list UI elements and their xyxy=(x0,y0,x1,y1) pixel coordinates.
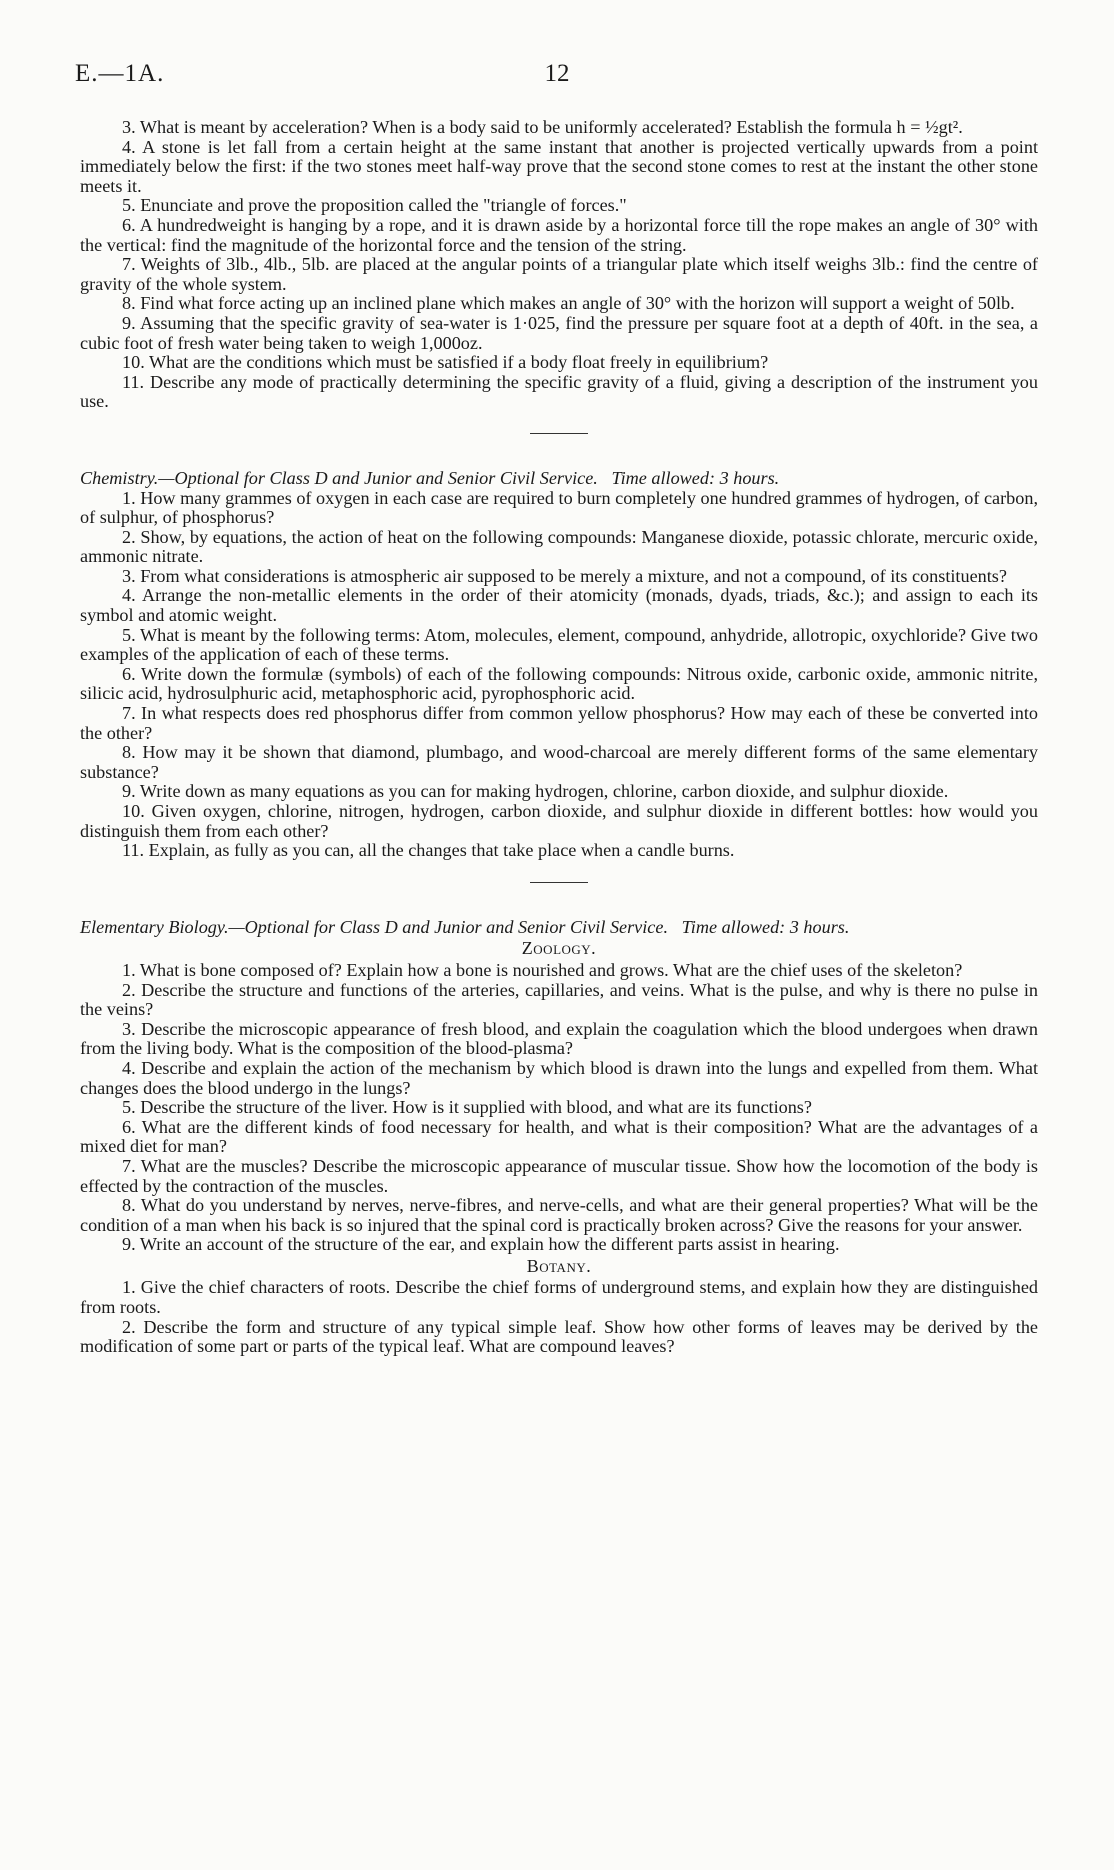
question: 1. Give the chief characters of roots. Describe the chief forms of underground stems, and explain how they are distinguished from roots. xyxy=(80,1277,1038,1318)
page-header xyxy=(75,60,1039,100)
chemistry-section xyxy=(80,469,1038,861)
section-title xyxy=(80,918,1038,938)
question: 3. From what considerations is atmospheric air supposed to be merely a mixture, and not a compound, of its constituents? xyxy=(122,565,1007,586)
question: 1. How many grammes of oxygen in each case are required to burn completely one hundred grammes of hydrogen, of carbon, of sulphur, of phosphorus? xyxy=(80,487,1038,528)
question: 7. Weights of 3lb., 4lb., 5lb. are placed at the angular points of a triangular plate which itself weighs 3lb.: find the centre of gravity of the whole system. xyxy=(80,254,1038,294)
question: 6. Write down the formulæ (symbols) of each of the following compounds: Nitrous oxide, carbonic oxide, ammonic nitrite, silicic acid, hydrosulphuric acid, metaphosphoric acid, pyrophosphoric acid. xyxy=(80,663,1038,704)
question: 10. What are the conditions which must be satisfied if a body float freely in equilibrium? xyxy=(122,352,769,373)
chemistry-title: Chemistry.—Optional for Class D and Junior and Senior Civil Service. xyxy=(80,467,598,488)
question: 4. Describe and explain the action of the mechanism by which blood is drawn into the lungs and expelled from them. What changes does the blood undergo in the lungs? xyxy=(80,1057,1038,1098)
biology-title: Elementary Biology.—Optional for Class D and Junior and Senior Civil Service. xyxy=(80,916,669,937)
question: 6. A hundredweight is hanging by a rope, and it is drawn aside by a horizontal force till the rope makes an angle of 30° with the vertical: find the magnitude of the horizontal force and the tension of the string. xyxy=(80,214,1038,255)
question: 7. What are the muscles? Describe the microscopic appearance of muscular tissue. Show how the locomotion of the body is effected by the contraction of the muscles. xyxy=(80,1155,1038,1196)
page-content xyxy=(80,118,1038,1357)
document-reference: E.—1A. xyxy=(75,60,165,87)
question: 9. Assuming that the specific gravity of sea-water is 1·025, find the pressure per square foot at a depth of 40ft. in the sea, a cubic foot of fresh water being taken to weigh 1,000oz. xyxy=(80,312,1038,353)
question: 5. What is meant by the following terms: Atom, molecules, element, compound, anhydride, allotropic, oxychloride? Give two examples of the application of each of these terms. xyxy=(80,624,1038,665)
question: 7. In what respects does red phosphorus differ from common yellow phosphorus? How may each of these be converted into the other? xyxy=(80,703,1038,743)
question: 3. What is meant by acceleration? When is a body said to be uniformly accelerated? Establish the formula h = ½gt². xyxy=(122,117,963,137)
question: 4. A stone is let fall from a certain height at the same instant that another is projected vertically upwards from a point immediately below the first: if the two stones meet half-way prove that the second stone comes to rest at the instant the other stone meets it. xyxy=(80,136,1038,196)
question: 6. What are the different kinds of food necessary for health, and what is their composition? What are the advantages of a mixed diet for man? xyxy=(80,1116,1038,1157)
time-allowed: Time allowed: 3 hours. xyxy=(611,467,780,488)
section-divider xyxy=(530,433,588,434)
question: 2. Describe the structure and functions of the arteries, capillaries, and veins. What is the pulse, and why is there no pulse in the veins? xyxy=(80,979,1038,1020)
question: 3. Describe the microscopic appearance of fresh blood, and explain the coagulation which the blood undergoes when drawn from the living body. What is the composition of the blood-plasma? xyxy=(80,1018,1038,1059)
question: 9. Write down as many equations as you can for making hydrogen, chlorine, carbon dioxide, and sulphur dioxide. xyxy=(122,781,949,802)
question: 5. Describe the structure of the liver. How is it supplied with blood, and what are its functions? xyxy=(122,1097,812,1118)
question: 1. What is bone composed of? Explain how a bone is nourished and grows. What are the chief uses of the skeleton? xyxy=(122,959,963,980)
question: 8. Find what force acting up an inclined plane which makes an angle of 30° with the horizon will support a weight of 50lb. xyxy=(122,293,1015,314)
question: 11. Describe any mode of practically determining the specific gravity of a fluid, giving a description of the instrument you use. xyxy=(80,371,1038,412)
question: 10. Given oxygen, chlorine, nitrogen, hydrogen, carbon dioxide, and sulphur dioxide in different bottles: how would you distinguish them from each other? xyxy=(80,801,1038,841)
question: 9. Write an account of the structure of the ear, and explain how the different parts assist in hearing. xyxy=(122,1234,840,1255)
question: 8. What do you understand by nerves, nerve-fibres, and nerve-cells, and what are their general properties? What will be the condition of a man when his back is so injured that the spinal cord is practically broken across? Give the reasons for your answer. xyxy=(80,1195,1038,1235)
botany-heading: Botany. xyxy=(526,1255,592,1276)
question: 2. Describe the form and structure of any typical simple leaf. Show how other forms of leaves may be derived by the modification of some part or parts of the typical leaf. What are compound leaves? xyxy=(80,1316,1038,1357)
question: 5. Enunciate and prove the proposition called the "triangle of forces." xyxy=(122,195,627,216)
question: 2. Show, by equations, the action of heat on the following compounds: Manganese dioxide, potassic chlorate, mercuric oxide, ammonic nitrate. xyxy=(80,526,1038,567)
time-allowed: Time allowed: 3 hours. xyxy=(681,916,850,937)
question: 11. Explain, as fully as you can, all the changes that take place when a candle burns. xyxy=(122,840,735,861)
question: 8. How may it be shown that diamond, plumbago, and wood-charcoal are merely different forms of the same elementary substance? xyxy=(80,742,1038,782)
section-title xyxy=(80,469,1038,489)
page-number: 12 xyxy=(544,60,570,87)
physics-questions xyxy=(80,118,1038,412)
question: 4. Arrange the non-metallic elements in the order of their atomicity (monads, dyads, triads, &c.); and assign to each its symbol and atomic weight. xyxy=(80,585,1038,626)
section-divider xyxy=(530,882,588,883)
biology-section xyxy=(80,918,1038,1357)
zoology-heading: Zoology. xyxy=(521,938,597,959)
